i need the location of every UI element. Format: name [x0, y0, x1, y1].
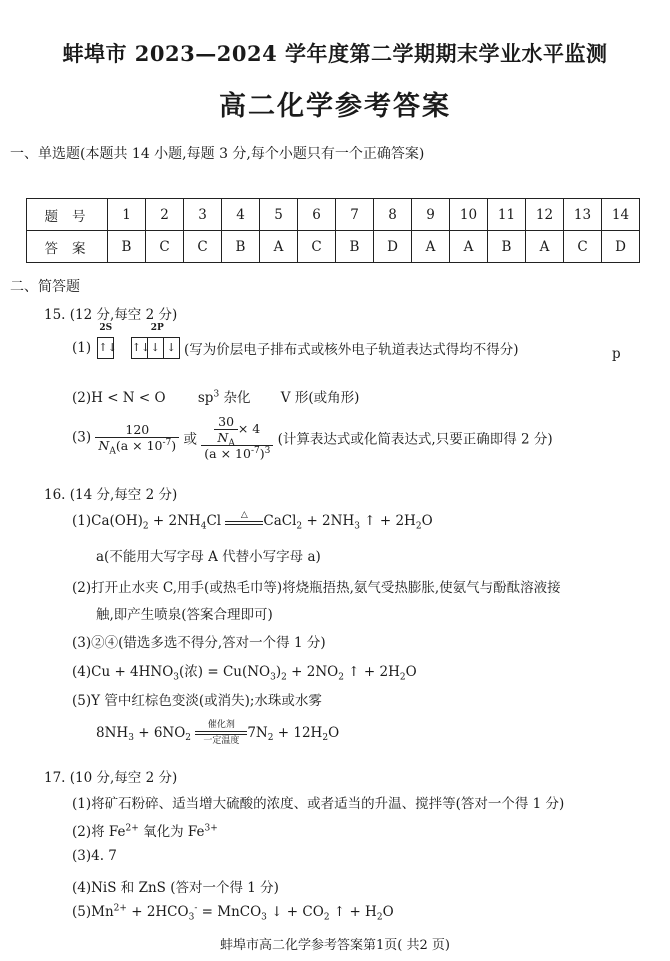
q15-p1-note: (写为价层电子排布式或核外电子轨道表达式得均不得分): [184, 342, 519, 358]
den-close: ): [171, 438, 177, 453]
eq-text: + 12H: [273, 725, 323, 741]
eq-text: (浓) = Cu(NO: [179, 664, 271, 680]
q16-p1-line2: a(不能用大写字母 A 代替小写字母 a): [96, 549, 321, 565]
q16-p4-prefix: (4): [72, 664, 92, 680]
q16-part1: [72, 509, 433, 532]
eq-text: (5)Mn: [72, 904, 114, 920]
eq-text: + 2NO: [286, 664, 339, 680]
answer-cell: A: [450, 231, 488, 263]
q16-part4: [72, 660, 417, 683]
den-part: (a × 10: [204, 446, 251, 461]
eq-sub: 3: [270, 672, 276, 683]
q16-p3-prefix: (3): [72, 635, 92, 651]
q17-part4: (4)NiS 和 ZnS (答对一个得 1 分): [72, 880, 279, 896]
question-number: 1: [108, 199, 146, 231]
eq-text: O: [382, 904, 394, 920]
den-cube: 3: [264, 445, 271, 456]
hybrid-text: sp: [197, 390, 214, 406]
eq-text: CaCl: [263, 513, 297, 529]
eq-text: O: [421, 513, 433, 529]
eq-sub: 2: [415, 521, 422, 532]
eq-text: 氧化为 Fe: [138, 824, 205, 840]
eq-sup: 2+: [125, 823, 139, 834]
question-number: 7: [336, 199, 374, 231]
eq-sub: 3: [128, 733, 134, 744]
q16-part2-line1: [72, 576, 561, 596]
na-symbol: N: [98, 438, 110, 453]
na-sub: A: [109, 446, 116, 457]
q16-p5-equation: [96, 720, 339, 754]
q15-heading: 15. (12 分,每空 2 分): [44, 307, 178, 323]
q15-p2-hybrid: [198, 390, 251, 406]
section-2-heading: 二、简答题: [10, 279, 80, 295]
eq-text: ↑ + 2H: [359, 513, 416, 529]
eq-text: ↑ + H: [329, 904, 377, 920]
question-number: 5: [260, 199, 298, 231]
hybrid-sup: 3: [213, 389, 220, 400]
eq-sub: 2: [322, 733, 329, 744]
answer-cell: C: [146, 231, 184, 263]
q15-p2-prefix: (2): [72, 390, 92, 406]
orbital-diagram-2p: [131, 323, 180, 359]
q15-p3-or: 或: [183, 431, 197, 448]
eq-text: = MnCO: [197, 904, 262, 920]
row-label-answer: 答案: [27, 231, 108, 263]
eq-sub: 2: [281, 672, 287, 683]
eq-sub: 4: [200, 521, 207, 532]
orbital-2p-label: 2P: [150, 323, 164, 333]
inner-denominator: [214, 430, 237, 449]
answer-cell: C: [564, 231, 602, 263]
answer-cell: D: [374, 231, 412, 263]
q15-p1-prefix: (1): [72, 340, 92, 356]
q16-p3-text: ②④(错选多选不得分,答对一个得 1 分): [91, 635, 326, 651]
q17-heading: 17. (10 分,每空 2 分): [44, 770, 178, 786]
document-subtitle: 高二化学参考答案: [219, 91, 451, 122]
q16-p1-prefix: (1): [72, 513, 92, 529]
heat-icon: △: [240, 509, 248, 520]
eq-text: Ca(OH): [91, 513, 143, 529]
eq-text: + 6NO: [133, 725, 186, 741]
q15-p2-shape: V 形(或角形): [280, 390, 360, 406]
answer-cell: C: [184, 231, 222, 263]
fraction-1-numerator: 120: [95, 422, 179, 438]
eq-sup: -: [194, 903, 198, 914]
q16-part3: [72, 631, 326, 651]
question-number: 10: [450, 199, 488, 231]
eq-text: 8NH: [96, 725, 129, 741]
orbital-box-icon: ↓: [148, 337, 164, 359]
fraction-2-inner: [214, 414, 237, 449]
times-four: × 4: [237, 421, 261, 436]
answer-cell: B: [488, 231, 526, 263]
orbital-2s-label: 2S: [99, 323, 113, 333]
question-number: 9: [412, 199, 450, 231]
equals-bar: [195, 731, 247, 735]
reaction-condition: [195, 720, 247, 746]
den-sup: -7: [250, 445, 260, 456]
question-number: 12: [526, 199, 564, 231]
eq-text: ): [275, 664, 282, 680]
eq-text: (2)将 Fe: [72, 824, 126, 840]
eq-text: + 2HCO: [126, 904, 189, 920]
answer-cell: A: [260, 231, 298, 263]
answer-cell: A: [526, 231, 564, 263]
q17-part1: (1)将矿石粉碎、适当增大硫酸的浓度、或者适当的升温、搅拌等(答对一个得 1 分): [72, 796, 565, 812]
q16-p2-text: 打开止水夹 C,用手(或热毛巾等)将烧瓶捂热,氨气受热膨胀,使氨气与酚酞溶液接: [91, 580, 561, 596]
eq-sub: 2: [267, 733, 274, 744]
fraction-2-denominator: [201, 446, 273, 461]
eq-text: ↑ + 2H: [344, 664, 400, 680]
answer-cell: B: [108, 231, 146, 263]
question-number: 8: [374, 199, 412, 231]
eq-sub: 3: [173, 672, 180, 683]
q15-part3: [72, 414, 553, 472]
q15-p3-note: (计算表达式或化简表达式,只要正确即得 2 分): [277, 431, 553, 448]
inner-numerator: 30: [214, 414, 237, 430]
q15-part2: [72, 386, 359, 406]
eq-text: + 2NH: [148, 513, 201, 529]
q15-p1-extra: p: [612, 346, 621, 362]
orbital-diagram-2s: [97, 323, 117, 359]
q17-part3: (3)4. 7: [72, 848, 117, 864]
catalyst-label: 催化剂: [207, 720, 235, 730]
q16-part5: [72, 689, 322, 709]
question-number: 11: [488, 199, 526, 231]
eq-text: Cu + 4HNO: [91, 664, 174, 680]
na-sub: A: [228, 438, 235, 449]
eq-sub: 2: [296, 521, 303, 532]
eq-sub: 3: [188, 912, 195, 923]
q15-part1: [72, 323, 519, 373]
question-number: 6: [298, 199, 336, 231]
eq-sub: 2: [323, 912, 330, 923]
eq-sub: 2: [185, 733, 192, 744]
q15-p3-prefix: (3): [72, 429, 92, 446]
question-number: 13: [564, 199, 602, 231]
eq-sub: 2: [142, 521, 149, 532]
eq-text: 7N: [247, 725, 268, 741]
fraction-2-numerator: [201, 414, 273, 449]
fraction-1: [95, 422, 179, 457]
eq-text: Cl: [206, 513, 222, 529]
eq-sub: 2: [338, 672, 344, 683]
eq-sub: 3: [354, 521, 360, 532]
den-part: (a × 10: [115, 438, 163, 453]
answer-cell: A: [412, 231, 450, 263]
orbital-box-icon: ↑↓: [97, 337, 114, 359]
eq-sub: 3: [261, 912, 267, 923]
answer-cell: B: [336, 231, 374, 263]
q16-p2-prefix: (2): [72, 580, 92, 596]
den-sup: -7: [162, 437, 172, 448]
page-footer: 蚌埠市高二化学参考答案第1页( 共2 页): [220, 938, 450, 953]
eq-sup: 2+: [113, 903, 127, 914]
hybrid-tail: 杂化: [219, 390, 251, 406]
orbital-box-icon: ↑↓: [131, 337, 148, 359]
q16-p5-prefix: (5): [72, 693, 92, 709]
eq-sup: 3+: [204, 823, 218, 834]
eq-text: O: [328, 725, 340, 741]
q16-heading: 16. (14 分,每空 2 分): [44, 487, 178, 503]
eq-sub: 2: [399, 672, 406, 683]
q17-part5: [72, 903, 394, 923]
equals-bar: [225, 521, 263, 525]
answer-cell: C: [298, 231, 336, 263]
document-title: 蚌埠市 2023—2024 学年度第二学期期末学业水平监测: [62, 41, 608, 66]
den-close: ): [259, 446, 265, 461]
answer-table: [26, 198, 640, 263]
answer-cell: D: [602, 231, 640, 263]
q17-part2: [72, 820, 218, 840]
answer-cell: B: [222, 231, 260, 263]
eq-sub: 2: [376, 912, 383, 923]
orbital-box-icon: ↓: [164, 337, 180, 359]
eq-text: ↓ + CO: [266, 904, 324, 920]
question-number: 4: [222, 199, 260, 231]
q16-p5-text: Y 管中红棕色变淡(或消失);水珠或水雾: [91, 693, 322, 709]
q15-p2-order: H < N < O: [91, 390, 166, 406]
section-1-heading: 一、单选题(本题共 14 小题,每题 3 分,每个小题只有一个正确答案): [10, 146, 425, 162]
question-number: 2: [146, 199, 184, 231]
eq-text: + 2NH: [302, 513, 355, 529]
eq-text: O: [405, 664, 417, 680]
question-number-row: [27, 199, 640, 231]
temperature-label: 一定温度: [203, 736, 240, 746]
na-symbol: N: [217, 430, 229, 445]
answer-row: [27, 231, 640, 263]
row-label-question: 题号: [27, 199, 108, 231]
fraction-1-denominator: [95, 437, 179, 457]
reaction-condition: [225, 510, 263, 526]
question-number: 3: [184, 199, 222, 231]
fraction-2: [201, 414, 273, 461]
question-number: 14: [602, 199, 640, 231]
q16-part2-line2: 触,即产生喷泉(答案合理即可): [96, 607, 273, 623]
